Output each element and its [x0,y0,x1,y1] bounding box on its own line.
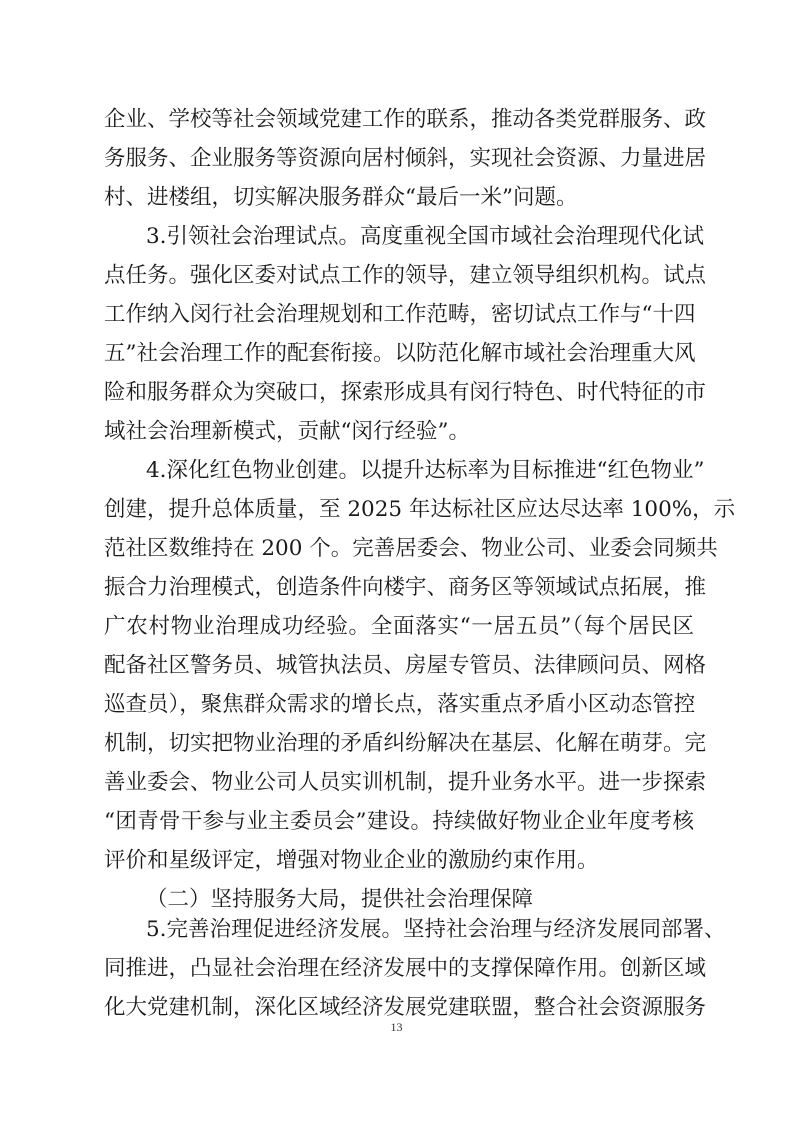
paragraph-line: 村、进楼组，切实解决服务群众“最后一米”问题。 [104,185,578,210]
paragraph-line: 善业委会、物业公司人员实训机制，提升业务水平。进一步探索 [104,770,707,795]
paragraph-line: 域社会治理新模式，贡献“闵行经验”。 [104,419,470,444]
paragraph-line: 5.完善治理促进经济发展。坚持社会治理与经济发展同部署、 [146,917,726,942]
paragraph-line: 五”社会治理工作的配套衔接。以防范化解市域社会治理重大风 [104,341,696,366]
paragraph-line: 创建，提升总体质量，至 2025 年达标社区应达尽达率 100%，示 [104,497,736,522]
paragraph-line: 化大党建机制，深化区域经济发展党建联盟，整合社会资源服务 [104,995,707,1020]
section-heading: （二）坚持服务大局，提供社会治理保障 [146,887,534,912]
paragraph-line: 险和服务群众为突破口，探索形成具有闵行特色、时代特征的市 [104,380,707,405]
paragraph-line: 巡查员），聚焦群众需求的增长点，落实重点矛盾小区动态管控 [104,692,696,717]
paragraph-line: 广农村物业治理成功经验。全面落实“一居五员”（每个居民区 [104,614,694,639]
paragraph-line: 工作纳入闵行社会治理规划和工作范畴，密切试点工作与“十四 [104,302,696,327]
paragraph-line: 评价和星级评定，增强对物业企业的激励约束作用。 [104,848,599,873]
paragraph-line: 企业、学校等社会领域党建工作的联系，推动各类党群服务、政 [104,107,707,132]
paragraph-line: 务服务、企业服务等资源向居村倾斜，实现社会资源、力量进居 [104,146,707,171]
paragraph-line: 范社区数维持在 200 个。完善居委会、物业公司、业委会同频共 [104,536,718,561]
paragraph-line: 点任务。强化区委对试点工作的领导，建立领导组织机构。试点 [104,263,707,288]
paragraph-line: “团青骨干参与业主委员会”建设。持续做好物业企业年度考核 [104,809,694,834]
paragraph-line: 机制，切实把物业治理的矛盾纠纷解决在基层、化解在萌芽。完 [104,731,707,756]
paragraph-line: 4.深化红色物业创建。以提升达标率为目标推进“红色物业” [146,458,705,483]
paragraph-line: 同推进，凸显社会治理在经济发展中的支撑保障作用。创新区域 [104,956,707,981]
paragraph-line: 3.引领社会治理试点。高度重视全国市域社会治理现代化试 [146,224,705,249]
paragraph-line: 振合力治理模式，创造条件向楼宇、商务区等领域试点拓展，推 [104,575,707,600]
paragraph-line: 配备社区警务员、城管执法员、房屋专管员、法律顾问员、网格 [104,653,707,678]
page-number: 13 [390,1020,403,1034]
